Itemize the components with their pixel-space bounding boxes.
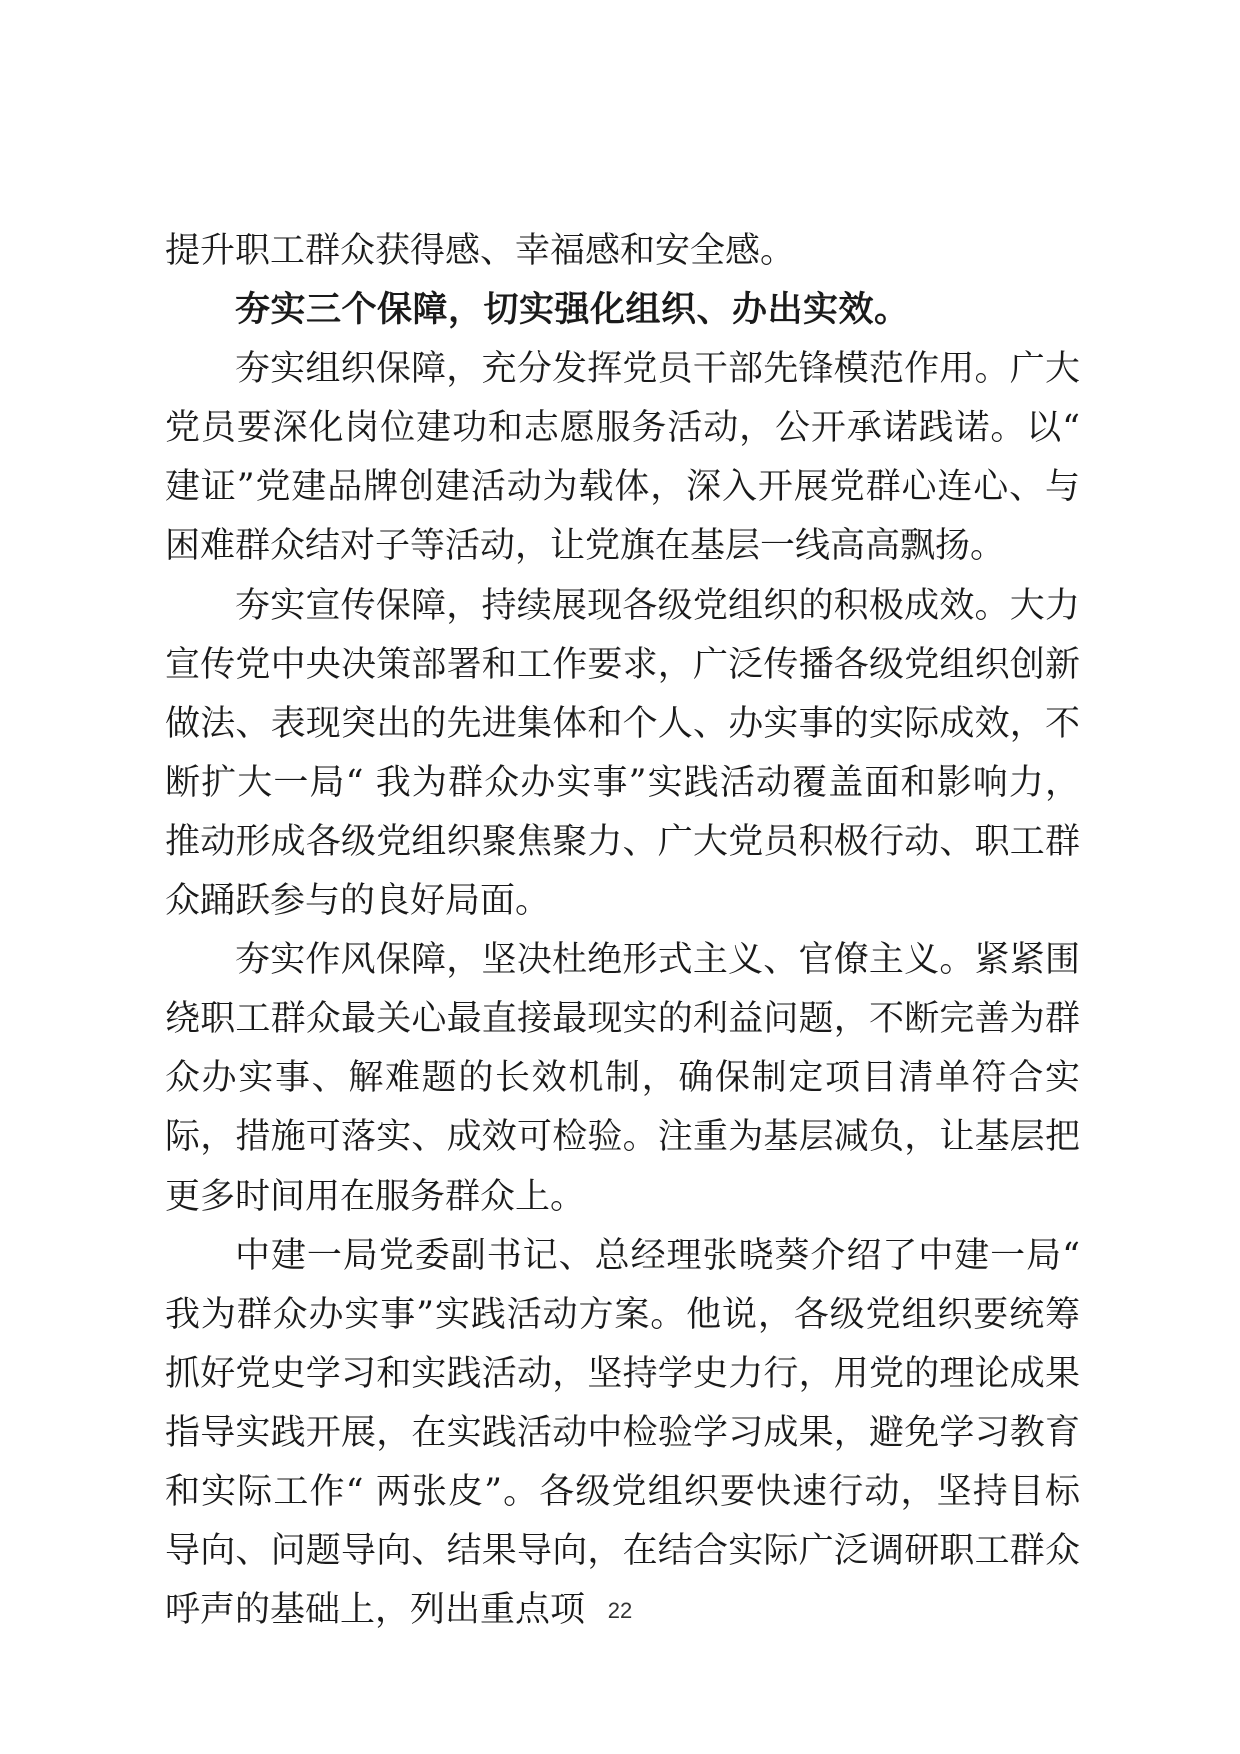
body-text <box>165 222 1080 1640</box>
paragraph-speech: 中建一局党委副书记、总经理张晓葵介绍了中建一局“ 我为群众办实事”实践活动方案。他说，各级党组织要统筹抓好党史学习和实践活动，坚持学史力行，用党的理论成果指导实践开展，在实践活动中检验学习成果，避免学习教育和实际工作“ 两张皮”。各级党组织要快速行动，坚持目标导向、问题导向、结果导向，在结合实际广泛调研职工群众呼声的基础上，列出重点项 <box>165 1235 1080 1631</box>
paragraph-work-style: 夯实作风保障，坚决杜绝形式主义、官僚主义。紧紧围绕职工群众最关心最直接最现实的利益问题，不断完善为群众办实事、解难题的长效机制，确保制定项目清单符合实际，措施可落实、成效可检验。注重为基层减负，让基层把更多时间用在服务群众上。 <box>165 940 1080 1217</box>
page-number: 22 <box>607 1598 633 1623</box>
paragraph-continuation: 提升职工群众获得感、幸福感和安全感。 <box>165 231 796 271</box>
paragraph-publicity: 夯实宣传保障，持续展现各级党组织的积极成效。大力宣传党中央决策部署和工作要求，广泛传播各级党组织创新做法、表现突出的先进集体和个人、办实事的实际成效，不断扩大一局“ 我为群众办实事”实践活动覆盖面和影响力，推动形成各级党组织聚焦聚力、广大党员积极行动、职工群众踊跃参与的良好局面。 <box>165 585 1080 922</box>
section-heading: 夯实三个保障，切实强化组织、办出实效。 <box>235 290 910 331</box>
paragraph-organization: 夯实组织保障，充分发挥党员干部先锋模范作用。广大党员要深化岗位建功和志愿服务活动，公开承诺践诺。以“ 建证”党建品牌创建活动为载体，深入开展党群心连心、与困难群众结对子等活动，让党旗在基层一线高高飘扬。 <box>165 349 1080 567</box>
